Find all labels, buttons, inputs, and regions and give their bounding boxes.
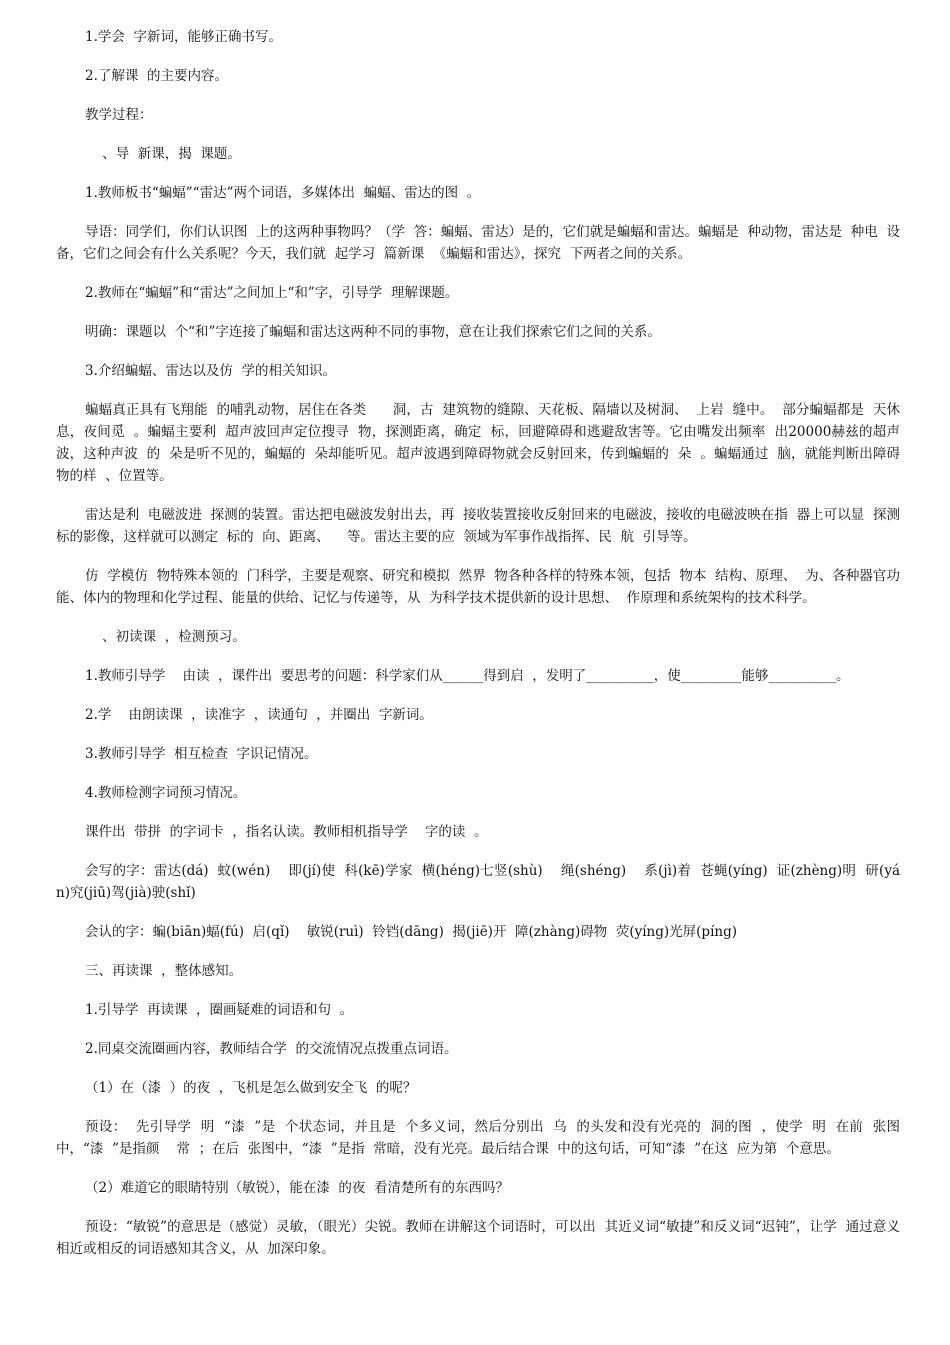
section-heading-rereading: 三、再读课 ，整体感知。: [85, 963, 243, 979]
first-reading-step-1: 1.教师引导学 由读 ，课件出 要思考的问题：科学家们从______得到启 ，发明了__________，使_________能够__________。: [85, 668, 850, 684]
bat-paragraph: 蝙蝠真正具有飞翔能 的哺乳动物，居住在各类 洞，古 建筑物的缝隙、天花板、隔墙以及树洞、 上岩 缝中。 部分蝙蝠都是 天休息，夜间觅 。蝙蝠主要利 超声波回声定位搜寻 物，探测距离，确定 标，回避障碍和逃避敌害等。它由嘴发出频率 出20000赫兹的超声波，这种声波 的 朵是听不见的，蝙蝠的 朵却能听见。超声波遇到障碍物就会反射回来，传到蝙蝠的 朵 。蝙蝠通过 脑，就能判断出障碍物的样 、位置等。: [56, 402, 900, 484]
preset-answer-1: 预设： 先引导学 明 “漆 ”是 个状态词，并且是 个多义词，然后分别出 乌 的头发和没有光亮的 洞的图 ，使学 明 在前 张图中，“漆 ”是指颜 常 ；在后 张图中，“漆 ”是指 常暗，没有光亮。最后结合课 中的这句话，可知“漆 ”在这 应为第 个意思。: [56, 1119, 900, 1157]
step-add-he: 2.教师在“蝙蝠”和“雷达”之间加上“和”字，引导学 理解课题。: [85, 285, 459, 301]
section-heading-first-reading: 、初读课 ，检测预习。: [85, 629, 246, 645]
rereading-step-1: 1.引导学 再读课 ，圈画疑难的词语和句 。: [85, 1002, 354, 1018]
word-card-paragraph: 课件出 带拼 的字词卡 ，指名认读。教师相机指导学 字的读 。: [85, 824, 488, 840]
objective-2: 2.了解课 的主要内容。: [85, 68, 228, 84]
section-heading-intro: 、导 新课，揭 课题。: [85, 146, 241, 162]
objective-1: 1.学会 字新词，能够正确书写。: [85, 29, 282, 45]
step-blackboard: 1.教师板书“蝙蝠”“雷达”两个词语，多媒体出 蝙蝠、雷达的图 。: [85, 185, 481, 201]
step-introduce-knowledge: 3.介绍蝙蝠、雷达以及仿 学的相关知识。: [85, 363, 336, 379]
first-reading-step-4: 4.教师检测字词预习情况。: [85, 785, 247, 801]
question-2: （2）难道它的眼睛特别（敏锐），能在漆 的夜 看清楚所有的东西吗？: [85, 1180, 510, 1196]
bionics-paragraph: 仿 学模仿 物特殊本领的 门科学，主要是观察、研究和模拟 然界 物各种各样的特殊本领，包括 物本 结构、原理、 为、各种器官功能、体内的物理和化学过程、能量的供给、记忆与传递等，从 为科学技术提供新的设计思想、 作原理和系统架构的技术科学。: [56, 568, 900, 606]
first-reading-step-3: 3.教师引导学 相互检查 字识记情况。: [85, 746, 318, 762]
recognizing-characters: 会认的字：蝙(biān)蝠(fú) 启(qǐ) 敏锐(ruì) 铃铛(dāng) 揭(jiē)开 障(zhàng)碍物 荧(yíng)光屏(píng): [85, 924, 737, 940]
first-reading-step-2: 2.学 由朗读课 ，读准字 ，读通句 ，并圈出 字新词。: [85, 707, 433, 723]
preset-answer-2: 预设：“敏锐”的意思是（感觉）灵敏，（眼光）尖锐。教师在讲解这个词语时，可以出 其近义词“敏捷”和反义词“迟钝”，让学 通过意义相近或相反的词语感知其含义，从 加深印象。: [56, 1219, 900, 1257]
radar-paragraph: 雷达是利 电磁波进 探测的装置。雷达把电磁波发射出去，再 接收装置接收反射回来的电磁波，接收的电磁波映在指 器上可以显 探测 标的影像，这样就可以测定 标的 向、距离、 等。雷达主要的应 领域为军事作战指挥、民 航 引导等。: [56, 507, 909, 545]
clarification-paragraph: 明确：课题以 个“和”字连接了蝙蝠和雷达这两种不同的事物，意在让我们探索它们之间的关系。: [85, 324, 661, 340]
lead-in-paragraph: 导语：同学们，你们认识图 上的这两种事物吗？（学 答：蝙蝠、雷达）是的，它们就是蝙蝠和雷达。蝙蝠是 种动物，雷达是 种电 设备，它们之间会有什么关系呢？今天，我们就 起学习 篇新课 《蝙蝠和雷达》，探究 下两者之间的关系。: [56, 224, 900, 262]
teaching-process-label: 教学过程：: [85, 107, 153, 123]
rereading-step-2: 2.同桌交流圈画内容，教师结合学 的交流情况点拨重点词语。: [85, 1041, 458, 1057]
writing-characters: 会写的字：雷达(dá) 蚊(wén) 即(jí)使 科(kē)学家 横(héng)七竖(shù) 绳(shéng) 系(jì)着 苍蝇(yíng) 证(zhèng)明 研(yán)究(jiū)驾(jià)驶(shǐ): [56, 863, 900, 901]
question-1: （1）在（漆 ）的夜 ，飞机是怎么做到安全飞 的呢？: [85, 1080, 417, 1096]
